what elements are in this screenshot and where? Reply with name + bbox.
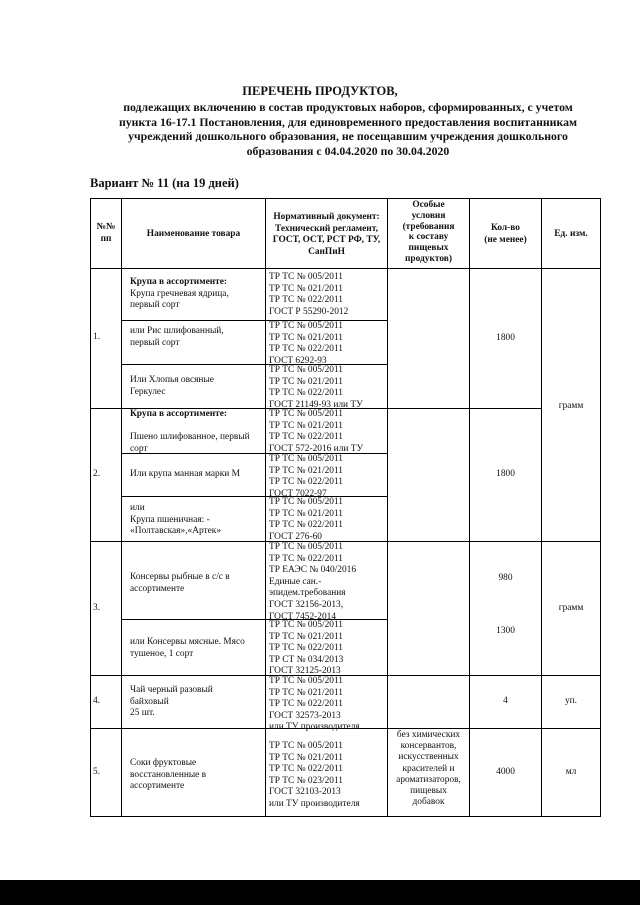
name-line: Крупа гречневая ядрица, [130, 288, 229, 299]
doc-line: ТР ТС № 022/2011 [269, 295, 343, 306]
header-quantity [470, 223, 541, 246]
unit: уп. [564, 696, 578, 706]
product-name [130, 375, 262, 398]
doc-line: ТР СТ № 034/2013 [269, 654, 344, 665]
name-line: «Полтавская»,«Артек» [130, 526, 222, 537]
name-line [130, 421, 262, 433]
row-number: 4. [93, 696, 101, 706]
doc-line: ТР ТС № 022/2011 [269, 520, 343, 531]
scan-edge-bar [0, 880, 640, 905]
doc-line: ТР ТС № 021/2011 [269, 687, 343, 698]
doc-line: ТР ТС № 022/2011 [269, 553, 343, 564]
doc-line: ГОСТ 21149-93 или ТУ [269, 399, 363, 410]
doc-line: ГОСТ 32125-2013 [269, 666, 341, 677]
normative-docs [269, 454, 343, 500]
header-text: пп [100, 233, 112, 244]
doc-line: ТР ТС № 005/2011 [269, 409, 343, 419]
header-text: условия [411, 210, 446, 221]
product-name [130, 326, 262, 349]
doc-line: ГОСТ 32156-2013, [269, 599, 344, 610]
doc-line: ТР ТС № 021/2011 [269, 332, 343, 343]
doc-line: ГОСТ 32573-2013 [269, 710, 341, 721]
unit: мл [565, 767, 577, 777]
doc-line: ТР ТС № 022/2011 [269, 764, 343, 775]
doc-line: ТР ТС № 005/2011 [269, 321, 343, 331]
condition-line: консервантов, [400, 741, 457, 752]
doc-line: ГОСТ 32103-2013 [269, 787, 341, 798]
header-text: СанПиН [308, 246, 345, 257]
header-name [122, 229, 265, 241]
subtitle-line: образования с 04.04.2020 по 30.04.2020 [246, 143, 450, 158]
doc-line: или ТУ производителя [269, 722, 360, 733]
condition-line: красителей и [402, 763, 455, 774]
header-text: (требования [402, 221, 455, 232]
subtitle-line: учреждений дошкольного образования, не посещавшим учреждения дошкольного [128, 129, 568, 144]
unit: грамм [558, 401, 584, 411]
condition-line: без химических [396, 730, 461, 740]
name-line: байховый [130, 696, 169, 707]
quantity: 4 [503, 696, 508, 706]
subtitle-line: пункта 16-17.1 Постановления, для единовременного предоставления воспитанникам [118, 114, 578, 129]
quantity: 4000 [496, 767, 515, 777]
normative-docs [269, 542, 356, 623]
header-doc [266, 212, 387, 258]
header-text: к составу [408, 232, 449, 243]
normative-docs [269, 676, 360, 734]
quantity: 1300 [496, 626, 515, 636]
normative-docs [269, 409, 363, 455]
doc-line: ТР ТС № 023/2011 [269, 775, 343, 786]
condition-line: пищевых [410, 786, 447, 797]
product-name [130, 503, 262, 538]
doc-line: ГОСТ 276-60 [269, 531, 322, 542]
doc-line: ТР ТС № 022/2011 [269, 388, 343, 399]
header-text: пищевых [408, 243, 449, 254]
doc-line: ТР ТС № 005/2011 [269, 365, 343, 375]
name-line: Геркулес [130, 386, 166, 397]
name-line: или Консервы мясные. Мясо [130, 637, 245, 647]
doc-line: ТР ТС № 005/2011 [269, 741, 343, 751]
document-title: ПЕРЕЧЕНЬ ПРОДУКТОВ, [242, 84, 398, 98]
doc-line: ТР ТС № 022/2011 [269, 344, 343, 355]
header-text: Кол-во [491, 223, 520, 233]
row-number: 3. [93, 603, 101, 613]
doc-line: ТР ТС № 022/2011 [269, 477, 343, 488]
name-line: тушеное, 1 сорт [130, 648, 194, 659]
product-name [130, 758, 262, 793]
doc-line: ТР ТС № 021/2011 [269, 752, 343, 763]
name-line: восстановленные в [130, 769, 207, 780]
doc-line: ТР ТС № 005/2011 [269, 454, 343, 464]
name-line: первый сорт [130, 337, 180, 348]
normative-docs [269, 272, 348, 318]
doc-line: ТР ТС № 021/2011 [269, 631, 343, 642]
doc-line: ТР ТС № 021/2011 [269, 508, 343, 519]
doc-line: ТР ТС № 022/2011 [269, 699, 343, 710]
header-text: Наименование товара [146, 229, 241, 239]
doc-line: ТР ТС № 022/2011 [269, 432, 343, 443]
name-line: ассортименте [130, 583, 185, 594]
subtitle-line: подлежащих включению в состав продуктовых наборов, сформированных, с учетом [123, 100, 573, 114]
doc-line: ТР ТС № 021/2011 [269, 283, 343, 294]
header-text: Технический регламент, [275, 223, 378, 234]
name-line: Пшено шлифованное, первый [130, 432, 250, 443]
header-num [91, 222, 121, 245]
doc-line: ТР ТС № 005/2011 [269, 497, 343, 507]
name-line: Крупа в ассортименте: [130, 409, 228, 419]
name-line: Соки фруктовые [130, 758, 197, 768]
name-line: Чай черный разовый [130, 685, 213, 695]
doc-line: ТР ЕАЭС № 040/2016 [269, 565, 357, 576]
condition-line: ароматизаторов, [396, 774, 461, 785]
normative-docs [269, 365, 363, 411]
product-name [130, 637, 262, 660]
doc-line: ТР ТС № 005/2011 [269, 676, 343, 686]
doc-line: ТР ТС № 005/2011 [269, 542, 343, 552]
header-text: Особые [412, 200, 445, 210]
row-number: 5. [93, 767, 101, 777]
doc-line: ГОСТ 6292-93 [269, 355, 327, 366]
variant-label: Вариант № 11 (на 19 дней) [90, 176, 239, 190]
header-text: №№ [96, 222, 116, 232]
row-number: 2. [93, 469, 101, 479]
product-name [130, 469, 262, 481]
normative-docs [269, 497, 343, 543]
unit: грамм [558, 603, 584, 613]
doc-line: ТР ТС № 022/2011 [269, 643, 343, 654]
header-text: Ед. изм. [554, 229, 588, 239]
name-line: сорт [130, 443, 148, 454]
name-line: Или крупа манная марки М [130, 469, 240, 479]
name-line: или Рис шлифованный, [130, 326, 224, 336]
doc-line: ТР ТС № 021/2011 [269, 376, 343, 387]
header-text: Нормативный документ: [273, 212, 380, 222]
header-text: ГОСТ, ОСТ, РСТ РФ, ТУ, [272, 235, 381, 246]
header-text: продуктов) [405, 253, 452, 264]
product-name [130, 277, 262, 312]
normative-docs [269, 741, 360, 811]
header-unit [542, 229, 600, 241]
quantity: 980 [498, 573, 513, 583]
name-line: 25 шт. [130, 708, 155, 719]
row-number: 1. [93, 332, 101, 342]
name-line: Или Хлопья овсяные [130, 375, 214, 385]
doc-line: ГОСТ 7022-97 [269, 488, 327, 499]
header-text: (не менее) [484, 234, 527, 245]
doc-line: ТР ТС № 005/2011 [269, 272, 343, 282]
special-conditions [388, 730, 469, 808]
doc-line: ТР ТС № 021/2011 [269, 420, 343, 431]
header-conditions [388, 200, 469, 265]
normative-docs [269, 620, 343, 678]
doc-line: ГОСТ Р 55290-2012 [269, 306, 349, 317]
name-line: первый сорт [130, 300, 180, 311]
condition-line: добавок [412, 797, 445, 808]
product-name [130, 685, 262, 720]
doc-line: ГОСТ 572-2016 или ТУ [269, 443, 364, 454]
name-line: ассортименте [130, 781, 185, 792]
quantity: 1800 [496, 333, 515, 343]
product-name [130, 409, 262, 455]
name-line: или [130, 503, 145, 513]
doc-line: эпидем.требования [269, 588, 346, 599]
quantity: 1800 [496, 469, 515, 479]
name-line: Консервы рыбные в с/с в [130, 572, 230, 582]
doc-line: ТР ТС № 005/2011 [269, 620, 343, 630]
name-line: Крупа в ассортименте: [130, 277, 228, 287]
doc-line: Единые сан.- [269, 576, 322, 587]
condition-line: искусственных [398, 752, 459, 763]
doc-line: или ТУ производителя [269, 798, 360, 809]
product-name [130, 572, 262, 595]
normative-docs [269, 321, 343, 367]
name-line: Крупа пшеничная: - [130, 514, 210, 525]
doc-line: ТР ТС № 021/2011 [269, 465, 343, 476]
doc-line: ГОСТ 7452-2014 [269, 611, 337, 622]
